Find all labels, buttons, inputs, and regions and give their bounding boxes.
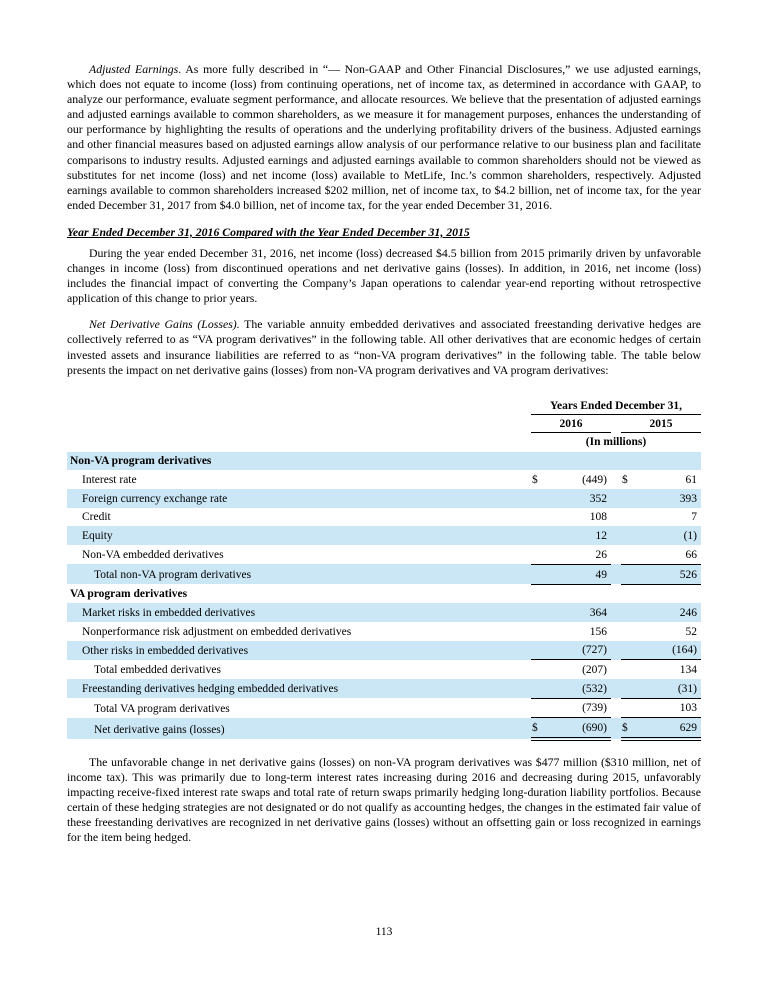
table-row bbox=[67, 641, 701, 660]
row-label: Total VA program derivatives bbox=[94, 702, 230, 715]
value-2016: 49 bbox=[543, 564, 611, 584]
column-gap bbox=[611, 698, 621, 718]
dollar-sign-2015 bbox=[621, 508, 633, 527]
table-row bbox=[67, 452, 701, 471]
table-row bbox=[67, 508, 701, 527]
value-2015: 66 bbox=[633, 545, 701, 564]
column-gap bbox=[611, 414, 621, 432]
dollar-sign-2015 bbox=[621, 452, 633, 471]
table-row bbox=[67, 489, 701, 508]
value-2016: (739) bbox=[543, 698, 611, 718]
paragraph-body-text: The unfavorable change in net derivative gains (losses) on non-VA program derivatives was $477 million ($310 million, net of income tax). This was primarily due to long-term interest rates increasing during 2016 and decreasing during 2015, unfavorably impacting receive-fixed interest rate swaps and total rate of return swaps primarily hedging long-duration liability portfolios. Because certain of these hedging strategies are not designated or do not qualify as accounting hedges, the changes in the estimated fair value of these freestanding derivatives are recognized in net derivative gains (losses) without an offsetting gain or loss recognized in earnings for the item being hedged. bbox=[67, 755, 701, 845]
value-2016: (207) bbox=[582, 663, 607, 676]
row-label: Non-VA embedded derivatives bbox=[82, 549, 224, 562]
column-gap bbox=[611, 526, 621, 545]
value-2015: 103 bbox=[633, 698, 701, 718]
dollar-sign-2016 bbox=[531, 564, 543, 584]
dollar-sign-2016 bbox=[531, 526, 543, 545]
dollar-sign-2015 bbox=[621, 564, 633, 584]
value-2015: 61 bbox=[685, 474, 697, 487]
dollar-sign-2015 bbox=[621, 622, 633, 641]
section-heading: Year Ended December 31, 2016 Compared with the Year Ended December 31, 2015 bbox=[67, 224, 470, 239]
row-label: Market risks in embedded derivatives bbox=[82, 606, 256, 619]
header-spacer bbox=[67, 414, 531, 432]
table-row bbox=[67, 545, 701, 564]
row-label: Freestanding derivatives hedging embedded derivatives bbox=[82, 683, 339, 696]
value-2015: (164) bbox=[633, 641, 701, 660]
row-label: Other risks in embedded derivatives bbox=[82, 644, 249, 657]
row-label: Credit bbox=[82, 511, 111, 524]
value-2015: (1) bbox=[683, 530, 697, 543]
dollar-sign-2016 bbox=[531, 584, 543, 603]
value-2016: (449) bbox=[582, 474, 607, 487]
column-gap bbox=[611, 584, 621, 603]
dollar-sign-2016 bbox=[531, 679, 543, 698]
paragraph-body-text: . As more fully described in “— Non-GAAP and Other Financial Disclosures,” we use adjusted earnings, which does not equate to income (loss) from continuing operations, net of income tax, as determined in accordance with GAAP, to analyze our performance, evaluate segment performance, and allocate resources. We believe that the presentation of adjusted earnings and adjusted earnings available to common shareholders, as we measure it for management purposes, enhances the understanding of our performance by highlighting the results of operations and the underlying profitability drivers of the business. Adjusted earnings and other financial measures based on adjusted earnings allow analysis of our performance relative to our business plan and facilitate comparisons to industry results. Adjusted earnings and adjusted earnings available to common shareholders should not be viewed as substitutes for net income (loss) and net income (loss) available to MetLife, Inc.’s common shareholders, respectively. Adjusted earnings available to common shareholders increased $202 million, net of income tax, to $4.2 billion, net of income tax, for the year ended December 31, 2017 from $4.0 billion, net of income tax, for the year ended December 31, 2016. bbox=[67, 62, 701, 212]
dollar-sign-2016 bbox=[531, 698, 543, 718]
paragraph-lead-italic: Net Derivative Gains (Losses). bbox=[89, 317, 240, 332]
table-row bbox=[67, 584, 701, 603]
paragraph-net-income bbox=[67, 246, 701, 306]
dollar-sign-2016 bbox=[531, 452, 543, 471]
column-gap bbox=[611, 489, 621, 508]
value-2016: 12 bbox=[595, 530, 607, 543]
value-2015: 526 bbox=[633, 564, 701, 584]
column-gap bbox=[611, 545, 621, 564]
table-header-units-row bbox=[67, 432, 701, 452]
value-2016 bbox=[543, 452, 611, 471]
dollar-sign-2016 bbox=[531, 641, 543, 660]
dollar-sign-2016 bbox=[531, 660, 543, 679]
dollar-sign-2015 bbox=[621, 489, 633, 508]
row-label: Total embedded derivatives bbox=[94, 663, 221, 676]
value-2016: 364 bbox=[589, 606, 607, 619]
column-gap bbox=[611, 603, 621, 622]
table-title: Years Ended December 31, bbox=[531, 399, 701, 415]
row-label: Interest rate bbox=[82, 474, 137, 487]
value-2016: 26 bbox=[543, 545, 611, 564]
page-number: 113 bbox=[375, 926, 393, 938]
dollar-sign-2015 bbox=[621, 679, 633, 698]
paragraph-adjusted-earnings bbox=[67, 62, 701, 213]
column-gap bbox=[611, 718, 621, 739]
column-gap bbox=[611, 679, 621, 698]
dollar-sign-2015 bbox=[621, 545, 633, 564]
derivatives-table bbox=[67, 399, 701, 741]
dollar-sign-2015 bbox=[621, 603, 633, 622]
dollar-sign-2015 bbox=[621, 698, 633, 718]
value-2016: (532) bbox=[543, 679, 611, 698]
dollar-sign-2016: $ bbox=[531, 718, 543, 739]
dollar-sign-2015 bbox=[621, 660, 633, 679]
paragraph-net-derivative-gains bbox=[67, 317, 701, 377]
value-2016: 108 bbox=[589, 511, 607, 524]
value-2015 bbox=[633, 452, 701, 471]
units-label: (In millions) bbox=[585, 435, 647, 448]
table-header-years-row bbox=[67, 414, 701, 432]
paragraph-body-text: During the year ended December 31, 2016, net income (loss) decreased $4.5 billion from 2015 primarily driven by unfavorable changes in income (loss) from discontinued operations and net derivative gains (losses). In addition, in 2016, net income (loss) includes the financial impact of converting the Company’s Japan operations to calendar year-end reporting without retrospective application of this change to prior years. bbox=[67, 245, 701, 306]
row-label: Equity bbox=[82, 530, 113, 543]
value-2015: (31) bbox=[633, 679, 701, 698]
column-header-2016: 2016 bbox=[531, 414, 611, 432]
dollar-sign-2016 bbox=[531, 603, 543, 622]
value-2015: 246 bbox=[679, 606, 697, 619]
header-spacer bbox=[67, 432, 531, 452]
table-row bbox=[67, 526, 701, 545]
row-label: Foreign currency exchange rate bbox=[82, 492, 228, 505]
table-row bbox=[67, 660, 701, 679]
dollar-sign-2016 bbox=[531, 545, 543, 564]
table-row bbox=[67, 622, 701, 641]
value-2015: 52 bbox=[685, 625, 697, 638]
value-2015 bbox=[633, 584, 701, 603]
header-spacer bbox=[67, 399, 531, 415]
paragraph-body-text: The variable annuity embedded derivatives and associated freestanding derivative hedges are collectively referred to as “VA program derivatives” in the following table. All other derivatives that are economic hedges of certain invested assets and insurance liabilities are referred to as “non-VA program derivatives” in the following table. The table below presents the impact on net derivative gains (losses) from non-VA program derivatives and VA program derivatives: bbox=[67, 317, 701, 377]
table-row bbox=[67, 718, 701, 739]
column-gap bbox=[611, 564, 621, 584]
dollar-sign-2016 bbox=[531, 489, 543, 508]
column-gap bbox=[611, 508, 621, 527]
value-2015: 134 bbox=[679, 663, 697, 676]
row-label: Nonperformance risk adjustment on embedded derivatives bbox=[82, 625, 352, 638]
value-2016: 156 bbox=[589, 625, 607, 638]
table-row bbox=[67, 679, 701, 698]
paragraph-lead-italic: Adjusted Earnings bbox=[89, 62, 179, 76]
column-gap bbox=[611, 452, 621, 471]
row-label: Total non-VA program derivatives bbox=[94, 569, 252, 581]
column-gap bbox=[611, 660, 621, 679]
dollar-sign-2015 bbox=[621, 526, 633, 545]
dollar-sign-2016: $ bbox=[532, 474, 538, 487]
value-2016 bbox=[543, 584, 611, 603]
column-gap bbox=[611, 622, 621, 641]
value-2016: 352 bbox=[589, 492, 607, 505]
dollar-sign-2015: $ bbox=[621, 718, 633, 739]
table-row bbox=[67, 603, 701, 622]
row-label: Net derivative gains (losses) bbox=[94, 724, 225, 736]
dollar-sign-2016 bbox=[531, 508, 543, 527]
table-header-title-row bbox=[67, 399, 701, 415]
value-2015: 393 bbox=[679, 492, 697, 505]
dollar-sign-2015 bbox=[621, 641, 633, 660]
table-row bbox=[67, 470, 701, 489]
dollar-sign-2016 bbox=[531, 622, 543, 641]
table-row bbox=[67, 564, 701, 584]
column-gap bbox=[611, 470, 621, 489]
value-2015: 7 bbox=[691, 511, 697, 524]
value-2016: (690) bbox=[543, 718, 611, 739]
paragraph-unfavorable-change bbox=[67, 755, 701, 846]
row-label: Non-VA program derivatives bbox=[70, 455, 212, 468]
column-gap bbox=[611, 641, 621, 660]
dollar-sign-2015: $ bbox=[622, 474, 628, 487]
derivatives-table-header bbox=[67, 399, 701, 452]
value-2016: (727) bbox=[543, 641, 611, 660]
column-header-2015: 2015 bbox=[621, 414, 701, 432]
value-2015: 629 bbox=[633, 718, 701, 739]
row-label: VA program derivatives bbox=[70, 588, 188, 601]
derivatives-table-body bbox=[67, 452, 701, 739]
table-row bbox=[67, 698, 701, 718]
dollar-sign-2015 bbox=[621, 584, 633, 603]
